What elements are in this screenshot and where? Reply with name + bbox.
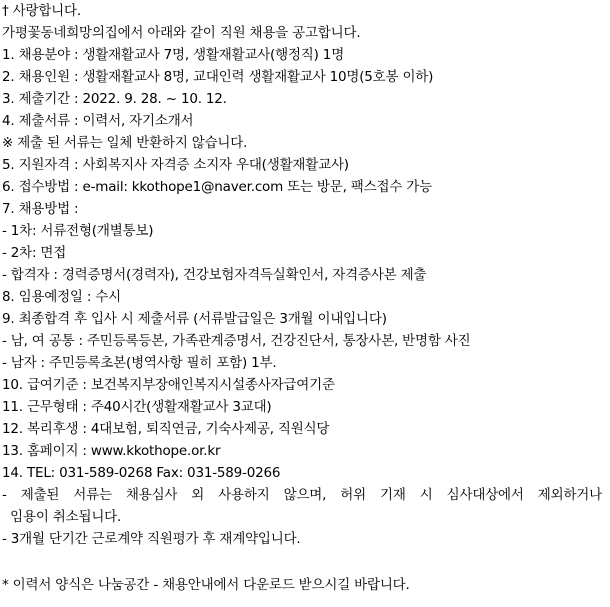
item-9-final-documents: 9. 최종합격 후 입사 시 제출서류 (서류발급일은 3개월 이내입니다): [2, 311, 387, 327]
item-4-required-documents: 4. 제출서류 : 이력서, 자기소개서: [2, 113, 194, 129]
intro-line: 가평꽃동네희망의집에서 아래와 같이 직원 채용을 공고합니다.: [2, 25, 361, 41]
item-14-contact: 14. TEL: 031-589-0268 Fax: 031-589-0266: [2, 465, 281, 481]
item-3-submission-period: 3. 제출기간 : 2022. 9. 28. ~ 10. 12.: [2, 91, 227, 107]
resume-form-note: * 이력서 양식은 나눔공간 - 채용안내에서 다운로드 받으시길 바랍니다.: [2, 577, 410, 593]
disclaimer-line-1: - 제출된 서류는 채용심사 외 사용하지 않으며, 허위 기재 시 심사대상에서 제외하거나: [2, 487, 602, 503]
disclaimer-line-2: 임용이 취소됩니다.: [2, 509, 122, 525]
item-7-selection-method: 7. 채용방법 :: [2, 201, 79, 217]
item-2-headcount: 2. 채용인원 : 생활재활교사 8명, 교대인력 생활재활교사 10명(5호봉 이하): [2, 69, 434, 85]
selection-step-2: - 2차: 면접: [2, 245, 67, 261]
item-6-application-method: 6. 접수방법 : e-mail: kkothope1@naver.com 또는 방문, 팩스접수 가능: [2, 179, 432, 195]
item-8-start-date: 8. 임용예정일 : 수시: [2, 289, 121, 305]
selection-successful-candidate: - 합격자 : 경력증명서(경력자), 건강보험자격득실확인서, 자격증사본 제출: [2, 267, 427, 283]
item-1-recruitment-field: 1. 채용분야 : 생활재활교사 7명, 생활재활교사(행정직) 1명: [2, 47, 345, 63]
item-10-salary-standard: 10. 급여기준 : 보건복지부장애인복지시설종사자급여기준: [2, 377, 335, 393]
item-12-benefits: 12. 복리후생 : 4대보험, 퇴직연금, 기숙사제공, 직원식당: [2, 421, 330, 437]
item-11-work-type: 11. 근무형태 : 주40시간(생활재활교사 3교대): [2, 399, 272, 415]
item-5-qualifications: 5. 지원자격 : 사회복지사 자격증 소지자 우대(생활재활교사): [2, 157, 349, 173]
final-documents-common: - 남, 여 공통 : 주민등록등본, 가족관계증명서, 건강진단서, 통장사본, 반명함 사진: [2, 333, 471, 349]
item-13-homepage: 13. 홈페이지 : www.kkothope.or.kr: [2, 443, 221, 459]
contract-note: - 3개월 단기간 근로계약 직원평가 후 재계약입니다.: [2, 531, 301, 547]
selection-step-1: - 1차: 서류전형(개별통보): [2, 223, 154, 239]
no-return-note: ※ 제출 된 서류는 일체 반환하지 않습니다.: [2, 135, 248, 151]
greeting-line: † 사랑합니다.: [2, 3, 81, 19]
final-documents-male: - 남자 : 주민등록초본(병역사항 필히 포함) 1부.: [2, 355, 277, 371]
